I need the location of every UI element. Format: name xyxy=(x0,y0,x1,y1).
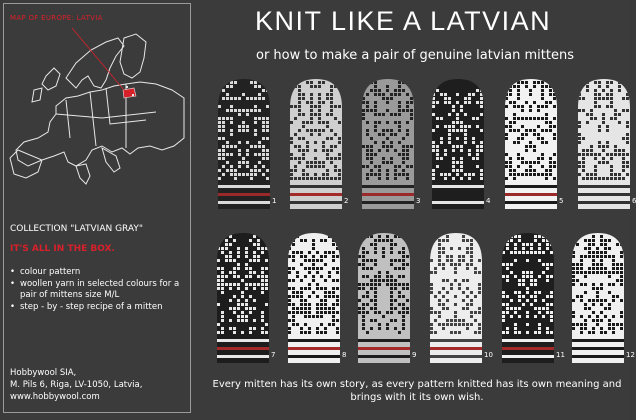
mitten-12 xyxy=(572,233,635,363)
feature-list xyxy=(10,267,186,314)
mitten-11 xyxy=(502,233,565,363)
collection-name: COLLECTION "LATVIAN GRAY" xyxy=(10,224,144,234)
mitten-pattern-icon xyxy=(430,233,482,363)
mitten-number: 7 xyxy=(271,351,276,359)
mitten-pattern-icon xyxy=(505,79,557,209)
mitten-3 xyxy=(362,79,421,209)
page-subtitle: or how to make a pair of genuine latvian mittens xyxy=(256,48,574,63)
feature-item: • colour pattern xyxy=(10,267,186,278)
mitten-pattern-icon xyxy=(288,233,340,363)
mitten-pattern-icon xyxy=(362,79,414,209)
mitten-number: 1 xyxy=(272,197,277,205)
company-address xyxy=(10,367,142,403)
mitten-number: 4 xyxy=(486,197,491,205)
mitten-number: 12 xyxy=(626,351,635,359)
street-address: M. Pils 6, Riga, LV-1050, Latvia, xyxy=(10,380,143,390)
mitten-number: 5 xyxy=(559,197,564,205)
mitten-pattern-icon xyxy=(218,79,270,209)
feature-item: • step - by - step recipe of a mitten xyxy=(10,302,186,313)
mitten-7 xyxy=(217,233,276,363)
mitten-pattern-icon xyxy=(358,233,410,363)
company-name: Hobbywool SIA, xyxy=(10,368,77,378)
mitten-5 xyxy=(505,79,564,209)
feature-item: • woollen yarn in selected colours for a pair of mittens size M/L xyxy=(10,279,186,301)
tagline: Every mitten has its own story, as every pattern knitted has its own meaning and brings with it its own wish. xyxy=(212,379,622,403)
mitten-pattern-icon xyxy=(502,233,554,363)
mitten-6 xyxy=(578,79,636,209)
mitten-pattern-icon xyxy=(572,233,624,363)
box-contents-title: IT'S ALL IN THE BOX. xyxy=(10,244,115,254)
mitten-number: 10 xyxy=(484,351,493,359)
mitten-10 xyxy=(430,233,493,363)
mitten-pattern-icon xyxy=(290,79,342,209)
mitten-number: 11 xyxy=(556,351,565,359)
website-link[interactable]: www.hobbywool.com xyxy=(10,392,100,402)
mitten-number: 6 xyxy=(632,197,636,205)
mitten-9 xyxy=(358,233,417,363)
mitten-2 xyxy=(290,79,349,209)
mitten-number: 2 xyxy=(344,197,349,205)
mitten-1 xyxy=(218,79,277,209)
mitten-pattern-icon xyxy=(432,79,484,209)
mitten-4 xyxy=(432,79,491,209)
mitten-number: 3 xyxy=(416,197,421,205)
mitten-number: 8 xyxy=(342,351,347,359)
mitten-8 xyxy=(288,233,347,363)
mitten-number: 9 xyxy=(412,351,417,359)
map-label: MAP OF EUROPE: LATVIA xyxy=(10,14,103,22)
info-panel xyxy=(3,3,191,413)
europe-map xyxy=(6,28,186,188)
page-title: KNIT LIKE A LATVIAN xyxy=(255,6,552,36)
mitten-pattern-icon xyxy=(217,233,269,363)
mitten-pattern-icon xyxy=(578,79,630,209)
